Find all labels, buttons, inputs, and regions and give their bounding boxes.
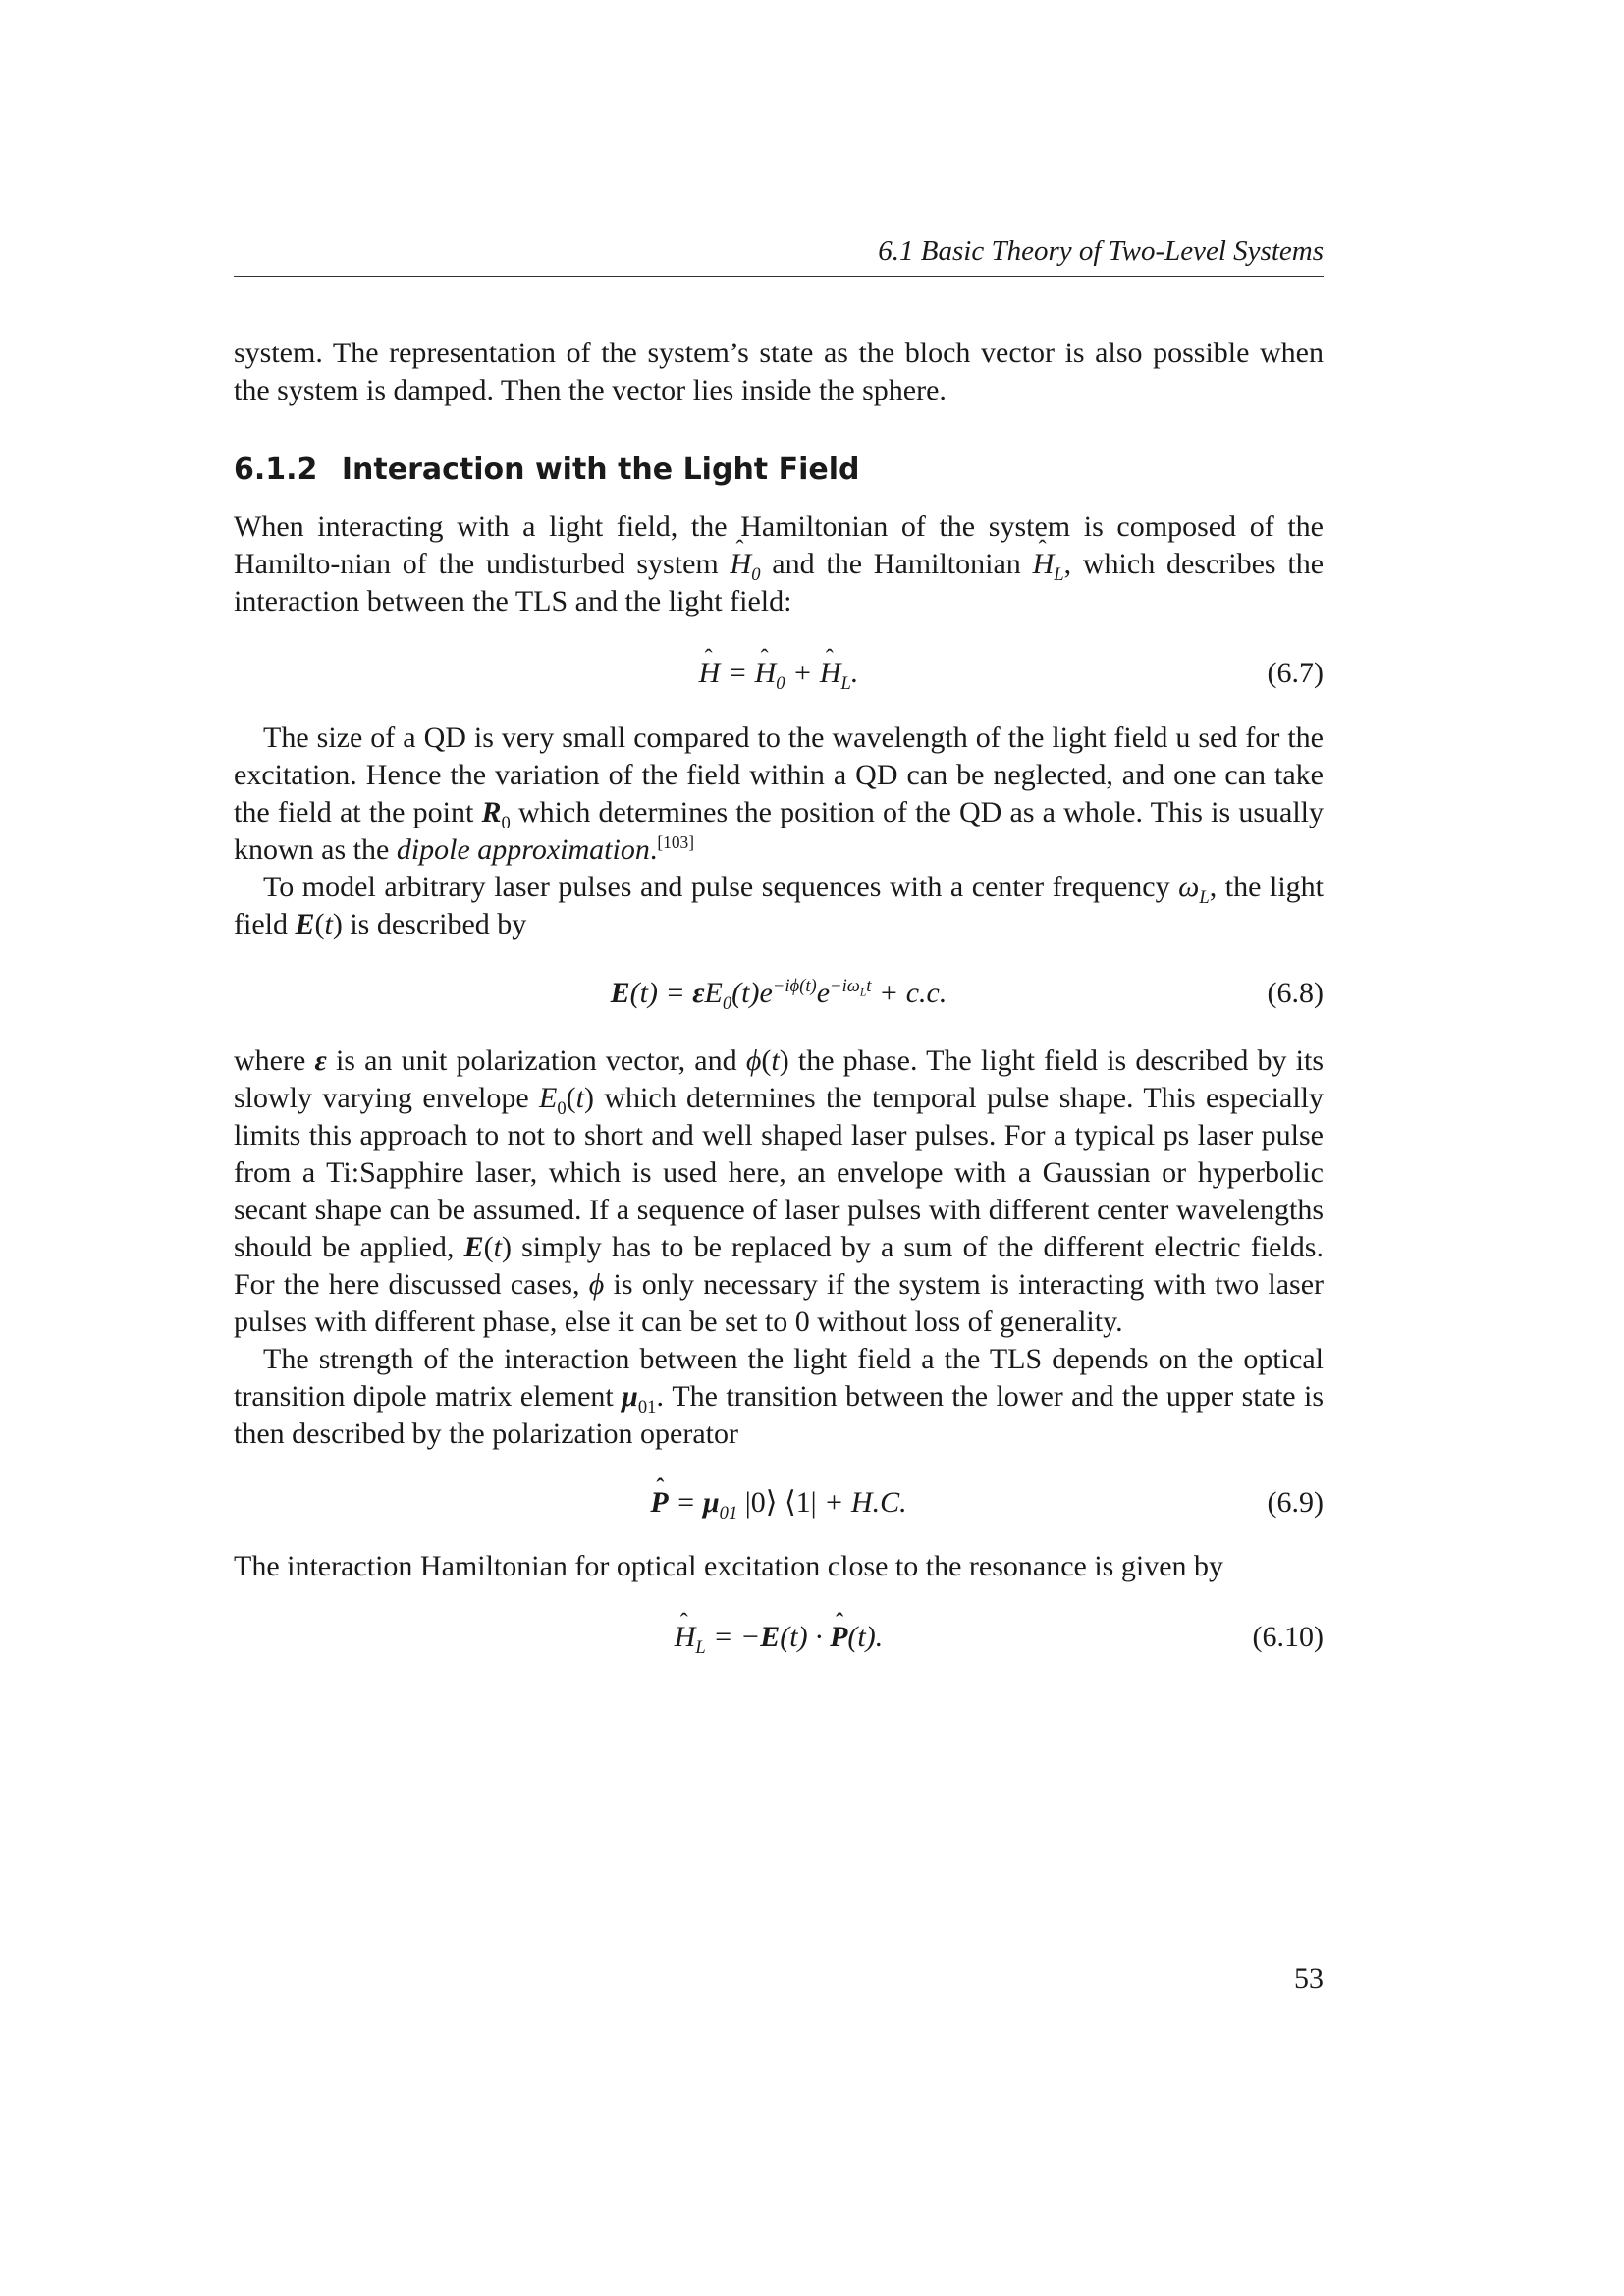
p2-text-a: The size of a QD is very small compared to the wavelength of the light field u sed for the excitation. Hence the variation of the field within a QD can be neglected, and one can take the field at the point xyxy=(234,721,1324,828)
equation-6-9 xyxy=(234,1481,1324,1524)
equation-6-7 xyxy=(234,652,1324,695)
section-heading xyxy=(234,452,859,489)
equation-6-8-body: $E(t) = \varepsilon E_0(t)e^{-i\phi(t)}e^{-i\omega_Lt} + c.c$. xyxy=(610,976,947,1014)
paragraph-2: The size of a QD is very small compared to the wavelength of the light field u sed for the excitation. Hence the variation of the field within a QD can be neglected, and one can take the field at the point $R_0$ which determines the position of the QD as a whole. This is usually known as the dipole approximation.[103] xyxy=(234,721,1324,866)
p3-text-a: To model arbitrary laser pulses and pulse sequences with a center frequency xyxy=(263,871,1170,903)
p5-text-b: . The transition between the lower and the upper state is then described by the polarization operator xyxy=(234,1380,1324,1450)
equation-6-7-body: ˆ H = ˆ $H_0$ + ˆ $H_L$. xyxy=(234,652,1324,695)
p3-text-b: , the light field xyxy=(234,871,1324,940)
p1-text-b: and the Hamiltonian xyxy=(772,548,1021,580)
header-rule xyxy=(234,276,1324,277)
equation-6-10-body: ˆ $H_L = -E(t)$ · ˆ P(t). xyxy=(234,1616,1324,1659)
p4-text-c: the phase. The light field is described by its slowly varying envelope xyxy=(234,1044,1325,1114)
equation-number: (6.9) xyxy=(1267,1486,1324,1519)
p3-text-c: is described by xyxy=(350,908,527,940)
p4-text-f: is only necessary if the system is interacting with two laser pulses with different phase, else it can be set to 0 without loss of generality. xyxy=(234,1268,1325,1338)
p4-text-d: which determines the temporal pulse shape. This especially limits this approach to not to short and well shaped laser pulses. For a typical ps laser pulse from a Ti:Sapphire laser, which is used here, an envelope with a Gaussian or hyperbolic secant shape can be assumed. If a sequence of laser pulses with different center wavelengths should be applied, xyxy=(234,1082,1325,1263)
p5-text-a: The strength of the interaction between the light field a the TLS depends on the optical transition dipole matrix element xyxy=(234,1343,1324,1413)
citation: [103] xyxy=(657,832,695,852)
section-title: Interaction with the Light Field xyxy=(341,453,860,487)
equation-number: (6.8) xyxy=(1267,977,1324,1009)
page-number: 53 xyxy=(1294,1962,1324,1995)
p4-text-b: is an unit polarization vector, and xyxy=(335,1044,737,1077)
p1-text-a: When interacting with a light field, the Hamiltonian of the system is composed of the Hamilto-nian of the undisturbed system xyxy=(234,510,1324,580)
equation-number: (6.7) xyxy=(1267,657,1324,689)
running-header: 6.1 Basic Theory of Two-Level Systems xyxy=(878,236,1324,267)
paragraph-5: The strength of the interaction between the light field a the TLS depends on the optical transition dipole matrix element $\mu_{01}$. The transition between the lower and the upper state is then described by the polarization operator xyxy=(234,1343,1324,1450)
p4-text-e: simply has to be replaced by a sum of the different electric fields. For the here discussed cases, xyxy=(234,1231,1324,1301)
p1-text-c: , which describes the interaction between the TLS and the light field: xyxy=(234,548,1325,617)
paragraph-6: The interaction Hamiltonian for optical excitation close to the resonance is given by xyxy=(234,1550,1224,1582)
paragraph-intro: system. The representation of the system’s state as the bloch vector is also possible when the system is damped. Then the vector lies inside the sphere. xyxy=(234,337,1324,406)
p2-text-c: . xyxy=(649,833,658,866)
equation-6-8 xyxy=(234,972,1324,1015)
equation-number: (6.10) xyxy=(1252,1621,1324,1653)
p2-emphasis: dipole approximation xyxy=(396,833,650,866)
equation-6-9-body: ˆ $P = \mu_{01}$ |0⟩ ⟨1| + H.C. xyxy=(234,1481,1324,1524)
p2-text-b: which determines the position of the QD as a whole. This is usually known as the xyxy=(234,796,1324,866)
equation-6-10 xyxy=(234,1616,1324,1659)
section-number: 6.1.2 xyxy=(234,453,318,487)
paragraph-1: When interacting with a light field, the Hamiltonian of the system is composed of the Hamilto-nian of the undisturbed system ˆ $H_0$ and the Hamiltonian ˆ $H_L$, which describes the interaction between the TLS and the light field: xyxy=(234,508,1324,620)
p4-text-a: where xyxy=(234,1044,306,1077)
paragraph-3: To model arbitrary laser pulses and pulse sequences with a center frequency $\omega_L$, the light field E(t) is described by xyxy=(234,871,1324,940)
paragraph-4: where ε is an unit polarization vector, and ϕ(t) the phase. The light field is described by its slowly varying envelope $E_0(t)$ which determines the temporal pulse shape. This especially limits this approach to not to short and well shaped laser pulses. For a typical ps laser pulse from a Ti:Sapphire laser, which is used here, an envelope with a Gaussian or hyperbolic secant shape can be assumed. If a sequence of laser pulses with different center wavelengths should be applied, E(t) simply has to be replaced by a sum of the different electric fields. For the here discussed cases, ϕ is only necessary if the system is interacting with two laser pulses with different phase, else it can be set to 0 without loss of generality. xyxy=(234,1044,1325,1338)
